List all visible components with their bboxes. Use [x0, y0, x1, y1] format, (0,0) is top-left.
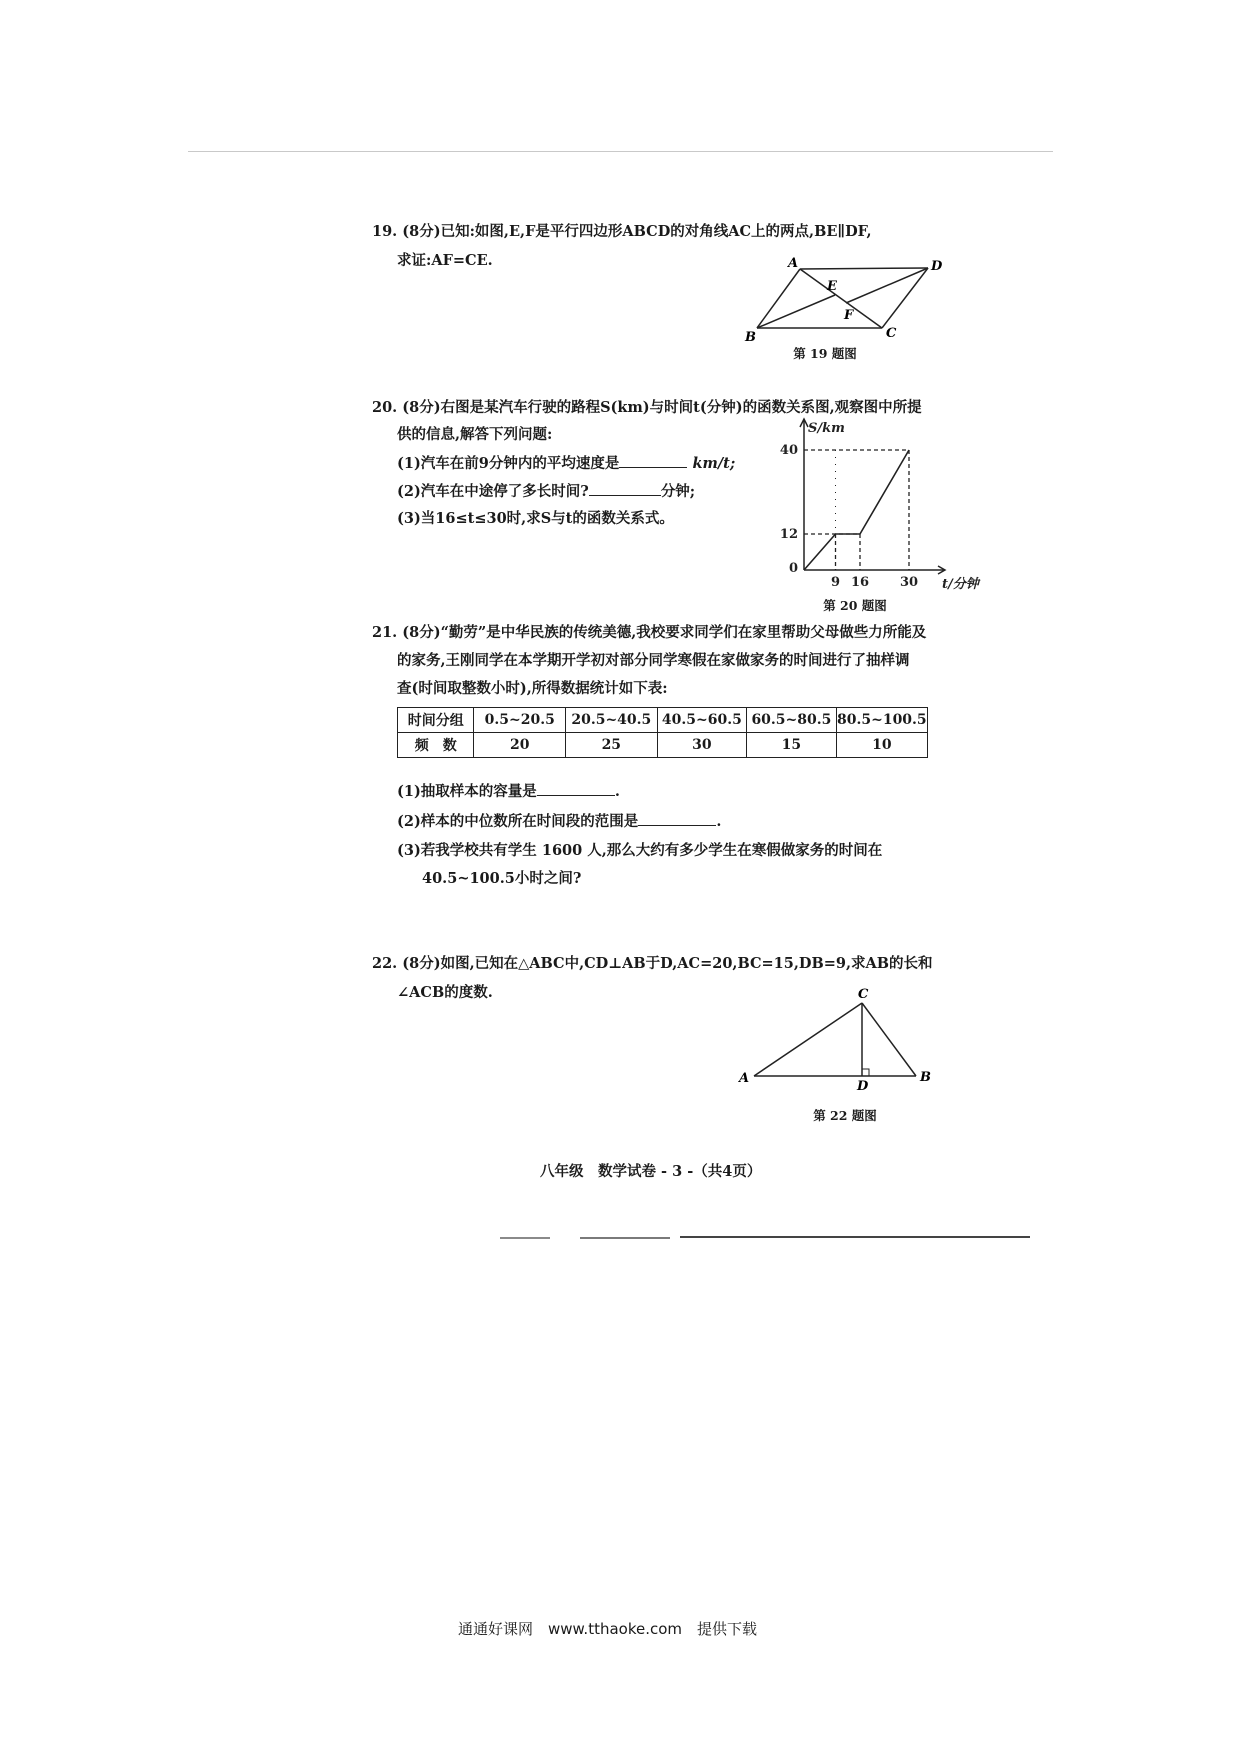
q19-label-c: C — [886, 326, 897, 341]
bottom-rule — [680, 1236, 1030, 1238]
q21-sub1-text: (1)抽取样本的容量是 — [397, 783, 537, 800]
table-header-cell: 时间分组 — [398, 708, 474, 733]
y-tick-label: 12 — [779, 527, 798, 542]
q19-label-d: D — [931, 259, 943, 274]
download-credit: 通通好课网 www.tthaoke.com 提供下载 — [458, 1620, 758, 1638]
q21-line3: 查(时间取整数小时),所得数据统计如下表: — [397, 680, 668, 697]
table-group-cell: 0.5~20.5 — [474, 708, 566, 733]
q20-line2: 供的信息,解答下列问题: — [397, 426, 553, 443]
q22-label-d: D — [857, 1079, 869, 1094]
table-count-cell: 15 — [747, 733, 837, 758]
table-row — [398, 708, 928, 733]
q19-line1: 19. (8分)已知:如图,E,F是平行四边形ABCD的对角线AC上的两点,BE∥DF, — [372, 223, 872, 240]
bottom-rule — [500, 1237, 550, 1239]
y-axis-label: S/km — [808, 421, 845, 436]
q21-frequency-table — [397, 707, 928, 758]
table-count-cell: 20 — [474, 733, 566, 758]
q22-label-a: A — [739, 1071, 750, 1086]
q21-sub1-period: . — [614, 783, 620, 800]
q20-sub2-unit: 分钟; — [660, 483, 696, 500]
q20-sub1-blank[interactable] — [619, 453, 687, 468]
y-tick-label: 40 — [779, 443, 798, 458]
q20-sub3: (3)当16≤t≤30时,求S与t的函数关系式。 — [397, 510, 674, 527]
q20-caption: 第 20 题图 — [823, 598, 887, 613]
q20-sub2-blank[interactable] — [589, 481, 661, 496]
q19-parallelogram-figure — [740, 255, 943, 345]
q19-label-a: A — [788, 256, 799, 271]
x-tick-label: 16 — [850, 575, 870, 590]
page-footer: 八年级 数学试卷 - 3 -（共4页） — [540, 1163, 762, 1180]
table-count-cell: 25 — [566, 733, 658, 758]
q19-label-b: B — [745, 330, 756, 345]
q19-label-f: F — [844, 308, 854, 323]
q22-line2: ∠ACB的度数. — [397, 984, 493, 1001]
q21-sub3-line2: 40.5~100.5小时之间? — [422, 870, 582, 887]
q21-sub2-period: . — [716, 813, 722, 830]
series-line — [804, 450, 909, 570]
q21-sub1-blank[interactable] — [537, 781, 615, 796]
table-group-cell: 80.5~100.5 — [836, 708, 927, 733]
x-tick-label: 30 — [899, 575, 919, 590]
q20-sub1-unit: km/t; — [692, 455, 736, 472]
table-count-cell: 10 — [836, 733, 927, 758]
y-tick-label: 0 — [788, 561, 798, 576]
q21-sub2-text: (2)样本的中位数所在时间段的范围是 — [397, 813, 639, 830]
q19-label-e: E — [827, 279, 837, 294]
table-header-cell: 频 数 — [398, 733, 474, 758]
table-group-cell: 60.5~80.5 — [747, 708, 837, 733]
x-tick-label: 9 — [830, 575, 841, 590]
q21-sub1 — [397, 781, 620, 802]
q20-line1: 20. (8分)右图是某汽车行驶的路程S(km)与时间t(分钟)的函数关系图,观察图中所提 — [372, 399, 922, 416]
q20-sub1-text: (1)汽车在前9分钟内的平均速度是 — [397, 455, 620, 472]
q22-triangle-figure — [730, 985, 940, 1094]
q20-line-chart — [770, 418, 979, 598]
q20-sub1 — [397, 453, 735, 474]
q21-sub3-line1: (3)若我学校共有学生 1600 人,那么大约有多少学生在寒假做家务的时间在 — [397, 842, 883, 859]
q19-caption: 第 19 题图 — [793, 346, 857, 361]
x-axis-label: t/分钟 — [942, 577, 979, 592]
table-count-cell: 30 — [657, 733, 747, 758]
table-group-cell: 20.5~40.5 — [566, 708, 658, 733]
bottom-rule — [580, 1237, 670, 1239]
q20-sub2 — [397, 481, 695, 502]
q21-sub2-blank[interactable] — [638, 811, 716, 826]
q22-caption: 第 22 题图 — [813, 1108, 877, 1123]
q21-line1: 21. (8分)“勤劳”是中华民族的传统美德,我校要求同学们在家里帮助父母做些力所能及 — [372, 624, 927, 641]
table-group-cell: 40.5~60.5 — [657, 708, 747, 733]
q21-sub2 — [397, 811, 721, 832]
table-row — [398, 733, 928, 758]
q19-line2: 求证:AF=CE. — [397, 252, 493, 269]
q22-label-c: C — [858, 987, 869, 1002]
q21-line2: 的家务,王刚同学在本学期开学初对部分同学寒假在家做家务的时间进行了抽样调 — [397, 652, 910, 669]
q20-sub2-text: (2)汽车在中途停了多长时间? — [397, 483, 589, 500]
q22-line1: 22. (8分)如图,已知在△ABC中,CD⊥AB于D,AC=20,BC=15,DB=9,求AB的长和 — [372, 955, 933, 972]
q22-label-b: B — [920, 1070, 931, 1085]
top-rule — [188, 151, 1053, 152]
